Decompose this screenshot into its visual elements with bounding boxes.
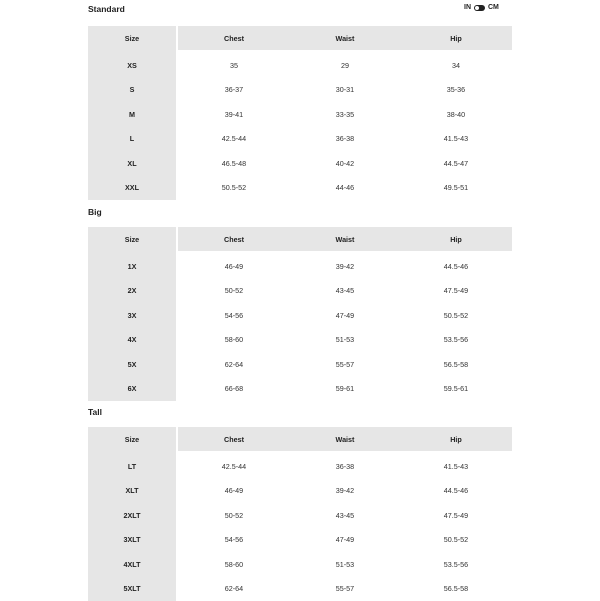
unit-toggle-switch[interactable] — [474, 5, 485, 11]
unit-toggle — [464, 4, 499, 11]
chest-cell: 54-56 — [178, 528, 290, 553]
size-cell: 3X — [88, 303, 178, 328]
chest-cell: 62-64 — [178, 577, 290, 601]
section-title-tall: Tall — [88, 407, 102, 417]
chest-cell: 42.5-44 — [178, 127, 290, 152]
chest-cell: 62-64 — [178, 352, 290, 377]
table-row — [88, 577, 512, 601]
chest-cell: 50.5-52 — [178, 176, 290, 201]
header-size: Size — [88, 26, 178, 50]
hip-cell: 44.5-46 — [400, 479, 512, 504]
table-row — [88, 552, 512, 577]
header-hip: Hip — [400, 26, 512, 50]
chest-cell: 58-60 — [178, 328, 290, 353]
waist-cell: 43-45 — [290, 503, 400, 528]
hip-cell: 38-40 — [400, 102, 512, 127]
table-row — [88, 251, 512, 279]
hip-cell: 41.5-43 — [400, 127, 512, 152]
table-row — [88, 176, 512, 201]
size-cell: XXL — [88, 176, 178, 201]
hip-cell: 56.5-58 — [400, 352, 512, 377]
size-cell: L — [88, 127, 178, 152]
table-row — [88, 352, 512, 377]
size-cell: 5X — [88, 352, 178, 377]
size-table-big — [88, 227, 512, 401]
table-row — [88, 451, 512, 479]
hip-cell: 44.5-46 — [400, 251, 512, 279]
table-row — [88, 479, 512, 504]
waist-cell: 40-42 — [290, 151, 400, 176]
chest-cell: 36-37 — [178, 78, 290, 103]
hip-cell: 56.5-58 — [400, 577, 512, 601]
header-chest: Chest — [178, 227, 290, 251]
waist-cell: 59-61 — [290, 377, 400, 402]
table-row — [88, 78, 512, 103]
waist-cell: 47-49 — [290, 303, 400, 328]
hip-cell: 47.5-49 — [400, 279, 512, 304]
chest-cell: 46.5-48 — [178, 151, 290, 176]
table-row — [88, 279, 512, 304]
hip-cell: 53.5-56 — [400, 328, 512, 353]
chest-cell: 39-41 — [178, 102, 290, 127]
size-cell: 4X — [88, 328, 178, 353]
table-row — [88, 127, 512, 152]
table-row — [88, 151, 512, 176]
header-waist: Waist — [290, 227, 400, 251]
size-table-standard — [88, 26, 512, 200]
waist-cell: 47-49 — [290, 528, 400, 553]
header-waist: Waist — [290, 427, 400, 451]
table-row — [88, 303, 512, 328]
chest-cell: 42.5-44 — [178, 451, 290, 479]
size-cell: 1X — [88, 251, 178, 279]
waist-cell: 39-42 — [290, 479, 400, 504]
chest-cell: 46-49 — [178, 251, 290, 279]
size-table-tall — [88, 427, 512, 601]
header-hip: Hip — [400, 227, 512, 251]
chest-cell: 35 — [178, 50, 290, 78]
hip-cell: 49.5-51 — [400, 176, 512, 201]
hip-cell: 41.5-43 — [400, 451, 512, 479]
table-row — [88, 528, 512, 553]
unit-label-inches[interactable]: IN — [464, 4, 471, 11]
header-size: Size — [88, 427, 178, 451]
section-title-standard: Standard — [88, 4, 125, 14]
table-header-row — [88, 227, 512, 251]
chest-cell: 46-49 — [178, 479, 290, 504]
size-cell: XS — [88, 50, 178, 78]
hip-cell: 44.5-47 — [400, 151, 512, 176]
waist-cell: 39-42 — [290, 251, 400, 279]
size-cell: 4XLT — [88, 552, 178, 577]
waist-cell: 51-53 — [290, 328, 400, 353]
header-chest: Chest — [178, 26, 290, 50]
waist-cell: 30-31 — [290, 78, 400, 103]
size-cell: S — [88, 78, 178, 103]
waist-cell: 55-57 — [290, 352, 400, 377]
table-row — [88, 328, 512, 353]
waist-cell: 44-46 — [290, 176, 400, 201]
hip-cell: 50.5-52 — [400, 303, 512, 328]
chest-cell: 54-56 — [178, 303, 290, 328]
hip-cell: 50.5-52 — [400, 528, 512, 553]
size-cell: 5XLT — [88, 577, 178, 601]
hip-cell: 53.5-56 — [400, 552, 512, 577]
table-header-row — [88, 427, 512, 451]
table-row — [88, 102, 512, 127]
unit-label-centimeters[interactable]: CM — [488, 4, 499, 11]
section-title-big: Big — [88, 207, 102, 217]
chest-cell: 58-60 — [178, 552, 290, 577]
header-hip: Hip — [400, 427, 512, 451]
waist-cell: 36-38 — [290, 127, 400, 152]
size-cell: XL — [88, 151, 178, 176]
hip-cell: 47.5-49 — [400, 503, 512, 528]
table-row — [88, 377, 512, 402]
header-chest: Chest — [178, 427, 290, 451]
chest-cell: 50-52 — [178, 503, 290, 528]
waist-cell: 29 — [290, 50, 400, 78]
size-cell: M — [88, 102, 178, 127]
hip-cell: 35-36 — [400, 78, 512, 103]
chest-cell: 50-52 — [178, 279, 290, 304]
size-cell: 2XLT — [88, 503, 178, 528]
header-waist: Waist — [290, 26, 400, 50]
waist-cell: 51-53 — [290, 552, 400, 577]
size-cell: XLT — [88, 479, 178, 504]
header-size: Size — [88, 227, 178, 251]
waist-cell: 36-38 — [290, 451, 400, 479]
hip-cell: 34 — [400, 50, 512, 78]
toggle-knob — [475, 6, 479, 10]
size-cell: 6X — [88, 377, 178, 402]
chest-cell: 66-68 — [178, 377, 290, 402]
table-row — [88, 503, 512, 528]
size-cell: 2X — [88, 279, 178, 304]
table-header-row — [88, 26, 512, 50]
table-row — [88, 50, 512, 78]
hip-cell: 59.5-61 — [400, 377, 512, 402]
size-cell: LT — [88, 451, 178, 479]
size-cell: 3XLT — [88, 528, 178, 553]
waist-cell: 33-35 — [290, 102, 400, 127]
waist-cell: 43-45 — [290, 279, 400, 304]
waist-cell: 55-57 — [290, 577, 400, 601]
